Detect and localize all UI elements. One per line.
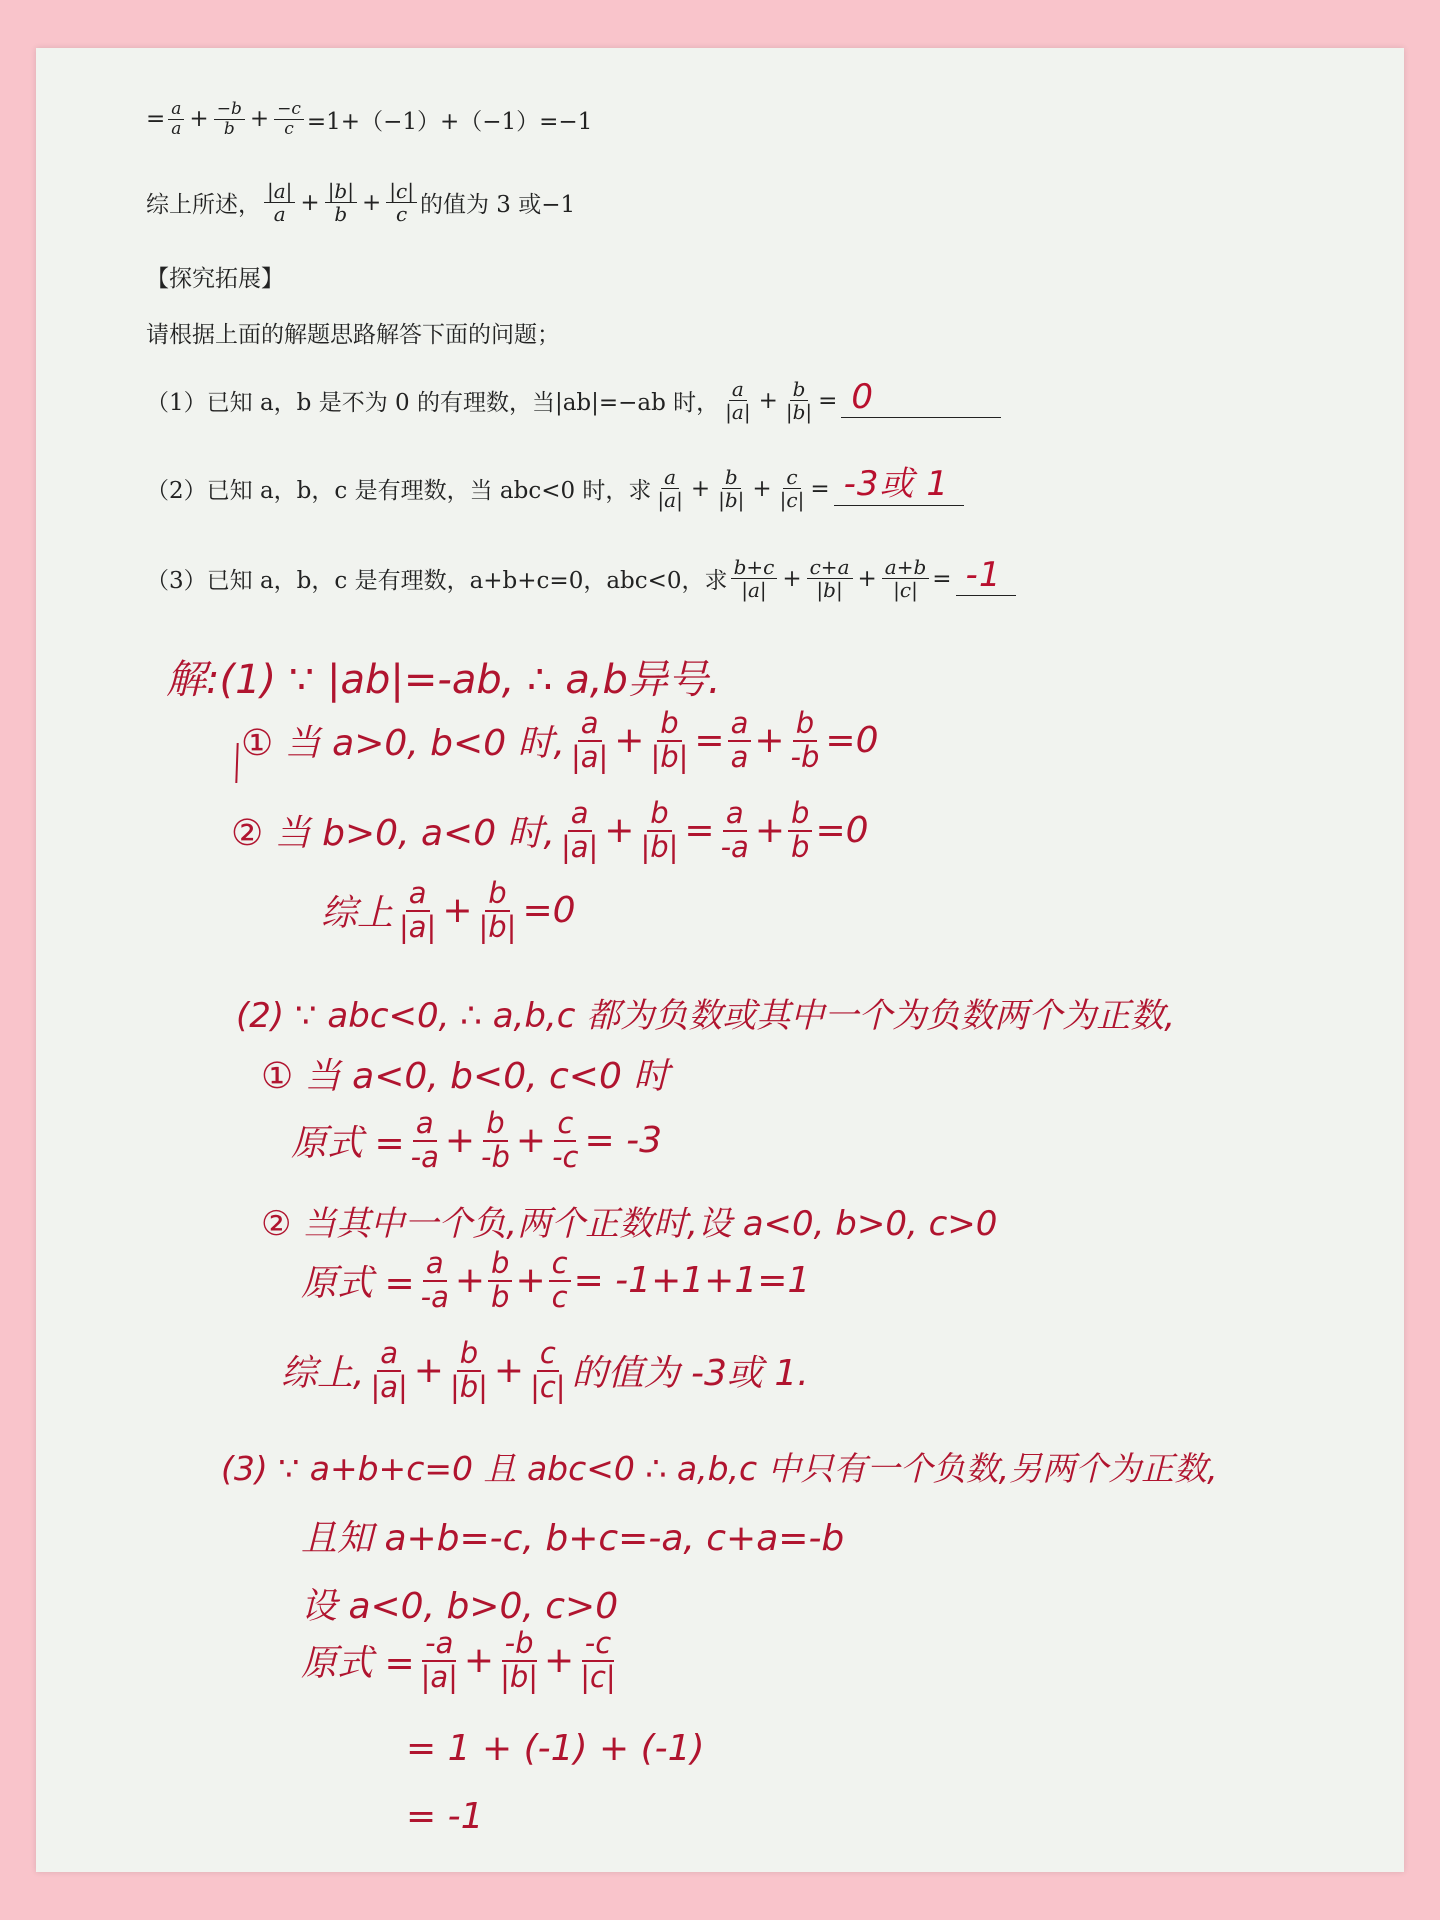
fraction: $\frac{b}{b}$	[788, 798, 812, 864]
handwritten-line: ② 当其中一个负,两个正数时,设 a<0, b>0, c>0	[261, 1204, 998, 1244]
section-heading: 【探究拓展】	[146, 266, 284, 292]
fraction: $\frac{a}{|a|}$	[560, 796, 599, 864]
summary-line: 综上所述， $\frac{|a|}{a}$ + $\frac{|b|}{b}$ + $\frac{|c|}{c}$ 的值为 3 或−1	[146, 179, 576, 226]
fraction: $\frac{b}{-b}$	[481, 1106, 510, 1174]
fraction: $\frac{a}{-a}$	[720, 796, 749, 864]
fraction: $\frac{b+c}{|a|}$	[731, 556, 778, 601]
fraction: $\frac{b}{|b|}$	[640, 796, 679, 864]
fraction: $\frac{c}{|c|}$	[530, 1336, 566, 1404]
fraction: $\frac{a}{a}$	[168, 100, 184, 138]
question-3: （3）已知 a，b，c 是有理数，a+b+c=0，abc<0，求 $\frac{b+c}{|a|}$ + $\frac{c+a}{|b|}$ + $\frac{a+b}{|c|}$ = -1	[146, 556, 1016, 601]
answer-blank[interactable]	[834, 464, 964, 506]
handwritten-line: 原式 = $\frac{-a}{|a|}$ + $\frac{-b}{|b|}$ + $\frac{-c}{|c|}$	[301, 1628, 622, 1694]
equals-sign: =	[146, 106, 166, 133]
fraction: $\frac{c}{c}$	[549, 1248, 571, 1314]
handwritten-line: ② 当 b>0, a<0 时, $\frac{a}{|a|}$ + $\frac{b}{|b|}$ = $\frac{a}{-a}$ + $\frac{b}{b}$ =0	[231, 796, 869, 864]
handwritten-line: 原式 = $\frac{a}{-a}$ + $\frac{b}{b}$ + $\frac{c}{c}$ = -1+1+1=1	[301, 1246, 811, 1314]
answer-blank[interactable]	[841, 377, 1001, 418]
answer-blank[interactable]	[956, 555, 1016, 596]
fraction: $\frac{a}{|a|}$	[725, 377, 751, 424]
handwritten-answer: 0	[851, 377, 875, 417]
handwritten-answer: -3或 1	[843, 464, 949, 504]
fraction: $\frac{a}{|a|}$	[399, 876, 437, 944]
handwritten-line: (2) ∵ abc<0, ∴ a,b,c 都为负数或其中一个为负数两个为正数,	[236, 996, 1176, 1036]
handwritten-answer: -1	[965, 555, 1002, 595]
handwritten-line: 设 a<0, b>0, c>0	[301, 1586, 619, 1627]
handwritten-line: ① 当 a<0, b<0, c<0 时	[261, 1056, 670, 1097]
fraction: $\frac{-a}{|a|}$	[420, 1626, 458, 1694]
fraction: $\frac{b}{|b|}$	[449, 1336, 488, 1404]
fraction: $\frac{c+a}{|b|}$	[807, 556, 853, 601]
fraction: $\frac{a}{|a|}$	[657, 465, 683, 512]
fraction: $\frac{-b}{|b|}$	[500, 1626, 539, 1694]
fraction: $\frac{a}{a}$	[728, 708, 752, 774]
fraction: $\frac{|c|}{c}$	[386, 180, 417, 225]
fraction: $\frac{-c}{|c|}$	[580, 1626, 616, 1694]
question-1: （1）已知 a，b 是不为 0 的有理数，当|ab|=−ab 时， $\frac{a}{|a|}$ + $\frac{b}{|b|}$ = 0	[146, 378, 1001, 423]
handwritten-line: 解:(1) ∵ |ab|=-ab, ∴ a,b异号.	[166, 657, 721, 703]
handwritten-line: 且知 a+b=-c, b+c=-a, c+a=-b	[301, 1518, 845, 1559]
handwritten-line: 综上, $\frac{a}{|a|}$ + $\frac{b}{|b|}$ + $\frac{c}{|c|}$ 的值为 -3或 1.	[281, 1336, 809, 1404]
handwritten-line: 原式 = $\frac{a}{-a}$ + $\frac{b}{-b}$ + $\frac{c}{-c}$ = -3	[291, 1106, 663, 1174]
handwritten-line: ① 当 a>0, b<0 时, $\frac{a}{|a|}$ + $\frac{b}{|b|}$ = $\frac{a}{a}$ + $\frac{b}{-b}$ =0	[241, 706, 879, 774]
question-2: （2）已知 a，b，c 是有理数，当 abc<0 时，求 $\frac{a}{|a|}$ + $\frac{b}{|b|}$ + $\frac{c}{|c|}$ = -3或 1	[146, 466, 964, 511]
fraction: $\frac{a}{|a|}$	[370, 1336, 408, 1404]
fraction: $\frac{b}{|b|}$	[650, 706, 689, 774]
printed-equation-line: = $\frac{a}{a}$ + $\frac{-b}{b}$ + $\frac{-c}{c}$ =1+（−1）+（−1）=−1	[146, 99, 593, 139]
worksheet-page	[36, 48, 1404, 1872]
equation-result: =1+（−1）+（−1）=−1	[306, 108, 593, 135]
fraction: $\frac{b}{|b|}$	[478, 876, 517, 944]
margin-stroke	[235, 743, 238, 783]
fraction: $\frac{b}{|b|}$	[718, 465, 745, 512]
fraction: $\frac{c}{-c}$	[552, 1106, 579, 1174]
instruction-text: 请根据上面的解题思路解答下面的问题；	[146, 322, 560, 348]
fraction: $\frac{a}{-a}$	[410, 1106, 439, 1174]
handwritten-line: 综上 $\frac{a}{|a|}$ + $\frac{b}{|b|}$ =0	[321, 876, 576, 944]
fraction: $\frac{a}{|a|}$	[570, 706, 609, 774]
handwritten-line: = 1 + (-1) + (-1)	[406, 1728, 705, 1769]
fraction: $\frac{c}{|c|}$	[779, 465, 805, 512]
fraction: $\frac{|b|}{b}$	[325, 180, 357, 225]
fraction: $\frac{-c}{c}$	[274, 100, 304, 138]
fraction: $\frac{|a|}{a}$	[264, 180, 295, 225]
fraction: $\frac{-b}{b}$	[214, 100, 245, 138]
fraction: $\frac{b}{b}$	[488, 1248, 512, 1314]
fraction: $\frac{a+b}{|c|}$	[882, 556, 929, 601]
fraction: $\frac{b}{|b|}$	[785, 377, 813, 424]
fraction: $\frac{a}{-a}$	[420, 1246, 449, 1314]
fraction: $\frac{b}{-b}$	[790, 706, 820, 774]
handwritten-line: = -1	[406, 1796, 484, 1837]
handwritten-line: (3) ∵ a+b+c=0 且 abc<0 ∴ a,b,c 中只有一个负数,另两个为正数,	[221, 1449, 1218, 1488]
